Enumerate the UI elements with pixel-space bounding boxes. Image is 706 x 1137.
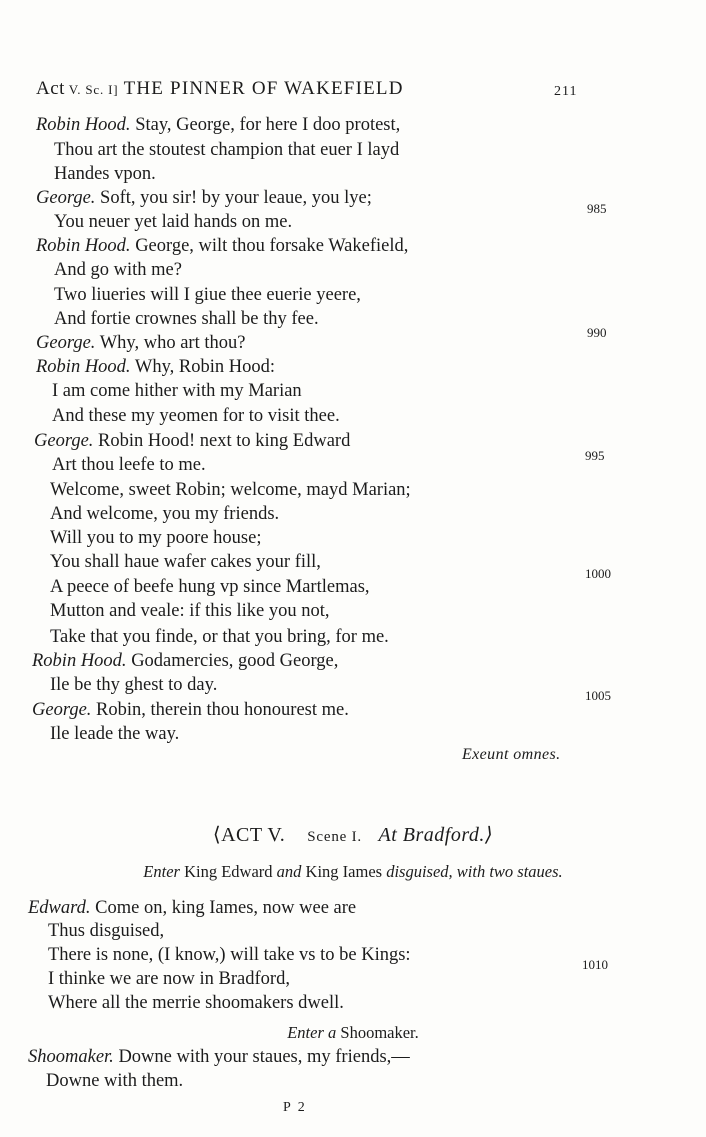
verse-line — [36, 333, 245, 354]
verse-line — [28, 898, 356, 919]
signature-mark: P 2 — [283, 1100, 307, 1115]
verse-text: Downe with them. — [46, 1071, 184, 1091]
verse-text: Come on, king Iames, now wee are — [90, 898, 357, 918]
verse-text: George, wilt thou forsake Wakefield, — [130, 236, 409, 256]
scene-heading — [0, 822, 706, 847]
verse-line — [50, 627, 389, 648]
speaker-name: Shoomaker. — [28, 1047, 114, 1067]
verse-text: Two liueries will I giue thee euerie yeere, — [54, 285, 361, 305]
verse-text: You shall haue wafer cakes your fill, — [50, 552, 321, 572]
verse-line — [28, 1047, 410, 1068]
verse-text: Art thou leefe to me. — [52, 455, 206, 475]
verse-line — [36, 357, 275, 378]
verse-line — [52, 381, 302, 402]
speaker-name: George. — [34, 431, 94, 451]
line-number: 995 — [585, 448, 605, 463]
verse-text: Soft, you sir! by your leaue, you lye; — [95, 188, 372, 208]
verse-line — [48, 969, 290, 990]
stage-direction-shoomaker — [0, 1023, 706, 1043]
verse-text: I am come hither with my Marian — [52, 381, 302, 401]
scene-place: At Bradford.⟩ — [378, 824, 494, 846]
speaker-name: Edward. — [28, 898, 91, 918]
verse-line — [54, 212, 292, 233]
verse-line — [50, 552, 321, 573]
verse-line — [52, 455, 206, 476]
verse-line — [50, 577, 370, 598]
verse-line — [36, 236, 408, 257]
verse-line — [54, 309, 319, 330]
verse-line — [50, 724, 179, 745]
header-title: THE PINNER OF WAKEFIELD — [123, 78, 404, 99]
stage-text: Enter — [143, 862, 180, 881]
speaker-name: Robin Hood. — [36, 357, 131, 377]
verse-text: Take that you finde, or that you bring, for me. — [50, 627, 389, 647]
verse-line — [46, 1071, 183, 1092]
verse-text: There is none, (I know,) will take vs to be Kings: — [48, 945, 411, 965]
verse-text: Thus disguised, — [48, 921, 165, 941]
verse-line — [54, 285, 361, 306]
speaker-name: George. — [32, 700, 92, 720]
speaker-name: Robin Hood. — [36, 236, 131, 256]
verse-text: Ile be thy ghest to day. — [50, 675, 218, 695]
verse-line — [50, 528, 261, 549]
verse-text: I thinke we are now in Bradford, — [48, 969, 290, 989]
exeunt-stage-direction: Exeunt omnes. — [462, 746, 561, 763]
verse-line — [54, 164, 156, 185]
verse-text: Stay, George, for here I doo protest, — [130, 115, 401, 135]
verse-text: Ile leade the way. — [50, 724, 180, 744]
verse-line — [36, 188, 372, 209]
speaker-name: George. — [36, 188, 96, 208]
page-number: 211 — [554, 84, 578, 99]
line-number: 985 — [587, 201, 607, 216]
verse-text: Where all the merrie shoomakers dwell. — [48, 993, 344, 1013]
speaker-name: George. — [36, 333, 96, 353]
speaker-name: Robin Hood. — [32, 651, 127, 671]
verse-line — [32, 700, 349, 721]
scene-number: Scene I. — [307, 829, 362, 845]
header-act-prefix: Act — [36, 78, 65, 99]
stage-direction-enter — [0, 862, 706, 882]
verse-text: And welcome, you my friends. — [50, 504, 280, 524]
verse-text: And go with me? — [54, 260, 182, 280]
verse-line — [50, 480, 411, 501]
verse-line — [48, 921, 164, 942]
verse-text: You neuer yet laid hands on me. — [54, 212, 293, 232]
verse-line — [48, 945, 411, 966]
speaker-name: Robin Hood. — [36, 115, 131, 135]
running-header — [36, 78, 404, 100]
verse-line — [52, 406, 340, 427]
verse-line — [32, 651, 338, 672]
verse-text: Thou art the stoutest champion that euer I layd — [54, 140, 400, 160]
verse-text: Why, Robin Hood: — [130, 357, 275, 377]
verse-line — [54, 260, 182, 281]
verse-text: Will you to my poore house; — [50, 528, 262, 548]
verse-line — [48, 993, 344, 1014]
verse-text: And these my yeomen for to visit thee. — [52, 406, 340, 426]
line-number: 990 — [587, 325, 607, 340]
verse-line — [50, 675, 217, 696]
stage-text: Enter a — [287, 1023, 337, 1042]
scene-act: ⟨ACT V. — [212, 824, 286, 846]
verse-line — [50, 504, 279, 525]
verse-text: Robin, therein thou honourest me. — [91, 700, 349, 720]
line-number: 1005 — [585, 688, 611, 703]
stage-text: King Edward — [179, 862, 277, 881]
verse-line — [36, 115, 400, 136]
verse-line — [34, 431, 350, 452]
stage-text: King Iames — [301, 862, 387, 881]
verse-text: Godamercies, good George, — [126, 651, 339, 671]
verse-text: Handes vpon. — [54, 164, 156, 184]
verse-text: Mutton and veale: if this like you not, — [50, 601, 330, 621]
stage-text: disguised, with two staues. — [386, 862, 563, 881]
verse-text: A peece of beefe hung vp since Martlemas, — [50, 577, 370, 597]
line-number: 1000 — [585, 566, 611, 581]
stage-text: Shoomaker. — [336, 1023, 419, 1042]
line-number: 1010 — [582, 957, 608, 972]
verse-text: Why, who art thou? — [95, 333, 246, 353]
verse-text: Welcome, sweet Robin; welcome, mayd Marian; — [50, 480, 411, 500]
stage-text: and — [276, 862, 302, 881]
verse-text: Robin Hood! next to king Edward — [93, 431, 351, 451]
verse-text: Downe with your staues, my friends,— — [113, 1047, 410, 1067]
verse-line — [50, 601, 330, 622]
verse-text: And fortie crownes shall be thy fee. — [54, 309, 319, 329]
verse-line — [54, 140, 399, 161]
header-act-scene: V. Sc. I] — [64, 82, 119, 97]
